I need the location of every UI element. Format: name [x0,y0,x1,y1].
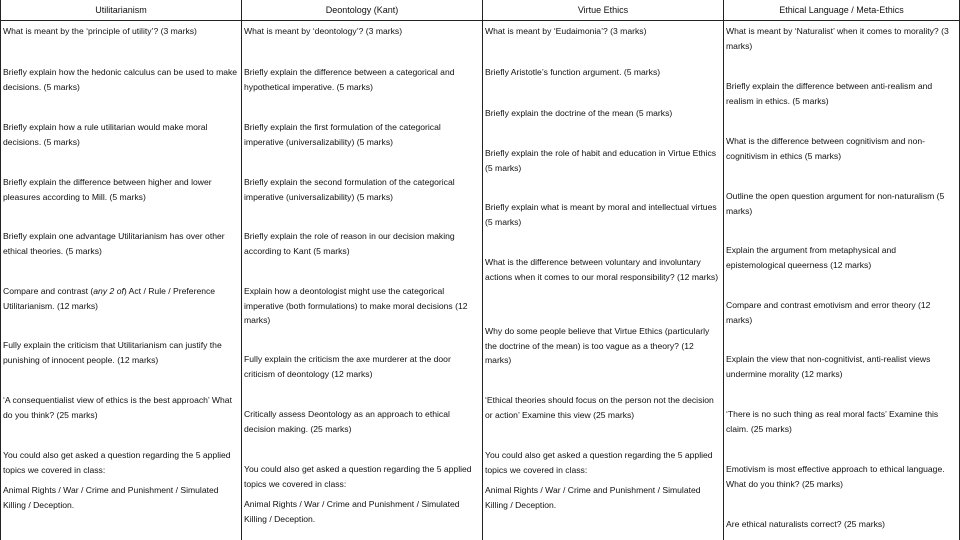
column-header: Ethical Language / Meta-Ethics [724,0,959,21]
question: What is meant by ‘deontology’? (3 marks) [244,26,403,36]
question: ‘A consequentialist view of ethics is the best approach’ What do you think? (25 marks) [3,395,232,420]
question: Briefly explain the role of habit and education in Virtue Ethics (5 marks) [485,148,717,173]
question: What is the difference between cognitivism and non-cognitivism in ethics (5 marks) [726,136,926,161]
question: Explain how a deontologist might use the categorical imperative (both formulations) to make moral decisions (12 marks) [244,286,468,325]
question: Fully explain the criticism the axe murderer at the door criticism of deontology (12 marks) [244,354,451,379]
question: Compare and contrast (any 2 of) Act / Rule / Preference Utilitarianism. (12 marks) [3,286,216,311]
question: ‘Ethical theories should focus on the person not the decision or action’ Examine this view (25 marks) [485,395,714,420]
column-meta-ethics [724,0,960,540]
question: Critically assess Deontology as an approach to ethical decision making. (25 marks) [244,409,450,434]
question: You could also get asked a question regarding the 5 applied topics we covered in class: [485,450,713,475]
question: Briefly explain the second formulation of the categorical imperative (universalizability) (5 marks) [244,177,455,202]
question: Fully explain the criticism that Utilitarianism can justify the punishing of innocent people. (12 marks) [3,340,222,365]
question: Briefly explain one advantage Utilitarianism has over other ethical theories. (5 marks) [3,231,225,256]
question: Briefly explain how the hedonic calculus can be used to make decisions. (5 marks) [3,67,238,92]
applied-topics: Animal Rights / War / Crime and Punishment / Simulated Killing / Deception. [244,499,460,524]
column-header: Virtue Ethics [483,0,723,21]
question: Briefly explain how a rule utilitarian would make moral decisions. (5 marks) [3,122,208,147]
question: Briefly Aristotle’s function argument. (5 marks) [485,67,661,77]
question: Briefly explain the difference between anti-realism and realism in ethics. (5 marks) [726,81,933,106]
column-virtue-ethics [483,0,724,540]
question: Briefly explain the role of reason in our decision making according to Kant (5 marks) [244,231,455,256]
applied-topics: Animal Rights / War / Crime and Punishment / Simulated Killing / Deception. [3,485,219,510]
column-header: Utilitarianism [1,0,241,21]
question: Why do some people believe that Virtue Ethics (particularly the doctrine of the mean) is too vague as a theory? (12 marks) [485,326,710,365]
question: Outline the open question argument for non-naturalism (5 marks) [726,191,945,216]
question: Briefly explain what is meant by moral and intellectual virtues (5 marks) [485,202,717,227]
question: You could also get asked a question regarding the 5 applied topics we covered in class: [3,450,231,475]
question: What is meant by ‘Naturalist’ when it comes to morality? (3 marks) [726,26,949,51]
question: Briefly explain the difference between higher and lower pleasures according to Mill. (5 marks) [3,177,212,202]
question: Briefly explain the doctrine of the mean (5 marks) [485,108,673,118]
question: Are ethical naturalists correct? (25 marks) [726,519,886,529]
question: What is the difference between voluntary and involuntary actions when it comes to our moral responsibility? (12 marks) [485,257,719,282]
applied-topics: Animal Rights / War / Crime and Punishment / Simulated Killing / Deception. [485,485,701,510]
column-deontology [242,0,483,540]
column-header: Deontology (Kant) [242,0,482,21]
question: Explain the argument from metaphysical and epistemological queerness (12 marks) [726,245,897,270]
question: ‘There is no such thing as real moral facts’ Examine this claim. (25 marks) [726,409,939,434]
question: Explain the view that non-cognitivist, anti-realist views undermine morality (12 marks) [726,354,931,379]
question: What is meant by the ‘principle of utility’? (3 marks) [3,26,197,36]
question: Compare and contrast emotivism and error theory (12 marks) [726,300,931,325]
question: Briefly explain the difference between a categorical and hypothetical imperative. (5 marks) [244,67,455,92]
question: You could also get asked a question regarding the 5 applied topics we covered in class: [244,464,472,489]
question: What is meant by ‘Eudaimonia’? (3 marks) [485,26,647,36]
column-utilitarianism [0,0,242,540]
question: Emotivism is most effective approach to ethical language. What do you think? (25 marks) [726,464,945,489]
question: Briefly explain the first formulation of the categorical imperative (universalizability) (5 marks) [244,122,441,147]
